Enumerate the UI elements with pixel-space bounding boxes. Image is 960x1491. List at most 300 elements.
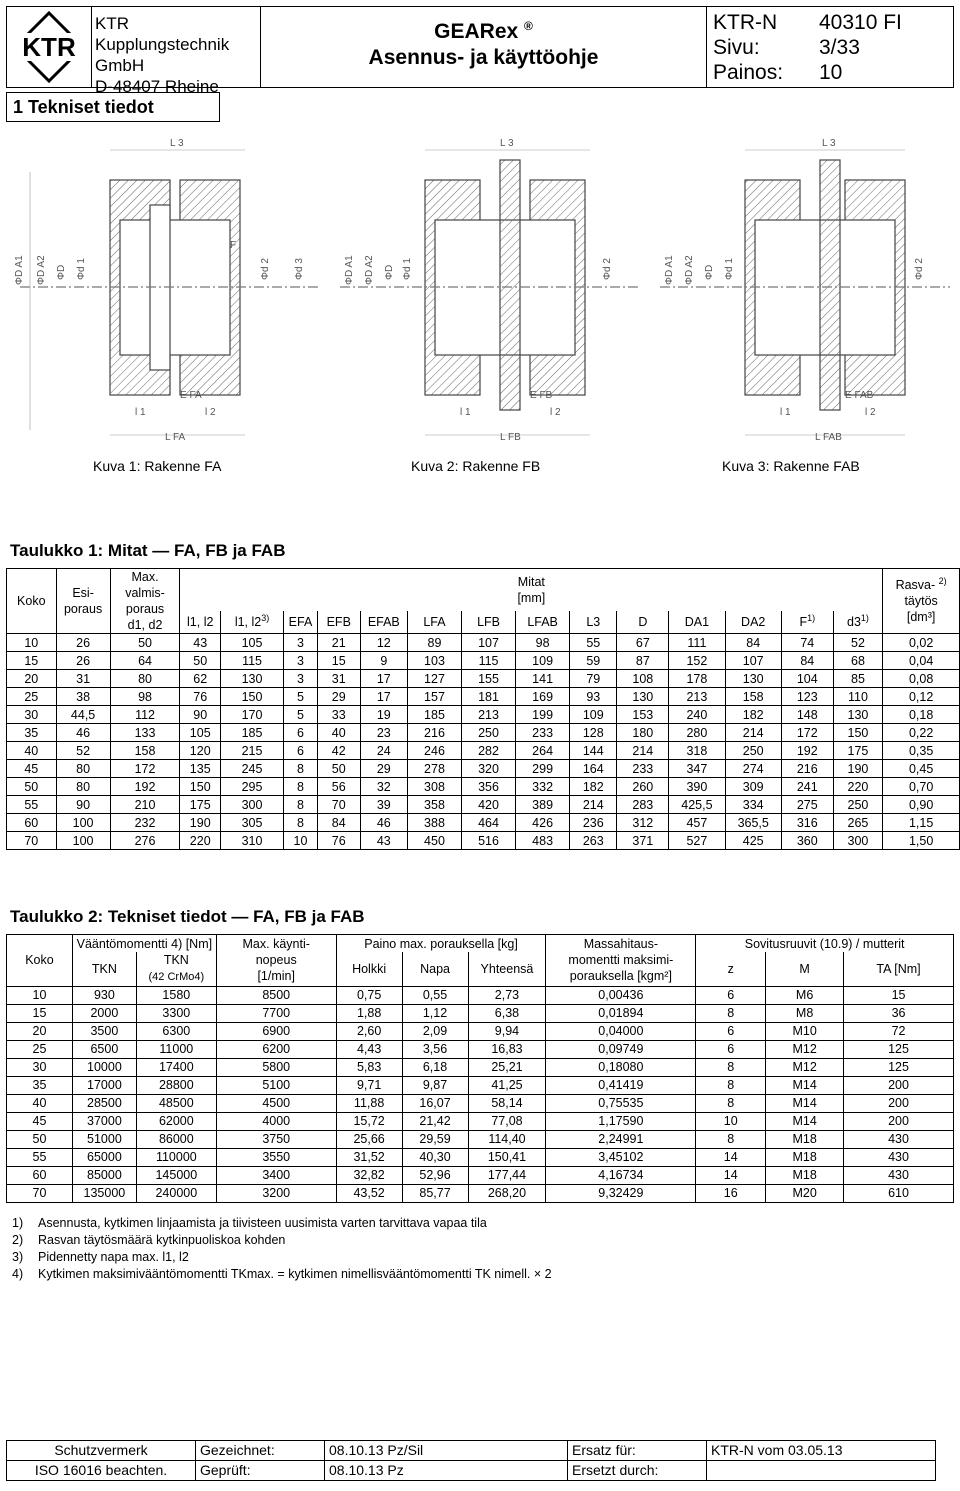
label-l2: l 2 <box>205 407 216 418</box>
table-cell: 180 <box>617 724 669 742</box>
company-address <box>91 7 261 96</box>
table-cell: 16 <box>696 1184 766 1202</box>
label-l3: L 3 <box>822 138 836 149</box>
table-row <box>7 1058 954 1076</box>
label-l2: l 2 <box>550 407 561 418</box>
document-footer <box>6 1440 936 1481</box>
col-header: l1, l2 <box>180 611 221 634</box>
table-cell: 10 <box>7 986 73 1004</box>
table-cell: 10000 <box>72 1058 136 1076</box>
col-header: TKN (42 CrMo4) <box>136 952 216 986</box>
table-cell: 182 <box>725 706 781 724</box>
table-cell: 100 <box>56 814 110 832</box>
label-lfb: L FB <box>500 432 521 443</box>
table-cell: 55 <box>7 1148 73 1166</box>
table-cell: 0,00436 <box>546 986 696 1004</box>
table-cell: 360 <box>781 832 833 850</box>
table-cell: 10 <box>7 634 57 652</box>
table-cell: 152 <box>669 652 725 670</box>
table-cell: 148 <box>781 706 833 724</box>
table-cell: 213 <box>462 706 516 724</box>
table-cell: 60 <box>7 814 57 832</box>
table-cell: 72 <box>844 1022 954 1040</box>
col-header: Holkki <box>336 952 402 986</box>
table-cell: 390 <box>669 778 725 796</box>
table-cell: 220 <box>833 778 883 796</box>
table-cell: 276 <box>110 832 180 850</box>
table-cell: 0,18 <box>883 706 960 724</box>
footnote: 4) Kytkimen maksimivääntömomentti TKmax. = kytkimen nimellisvääntömomentti TK nimell. × 2 <box>12 1267 552 1281</box>
col-header: EFA <box>284 611 318 634</box>
table-cell: 177,44 <box>468 1166 546 1184</box>
table-cell: 220 <box>180 832 221 850</box>
table-cell: 105 <box>221 634 284 652</box>
table-cell: 100 <box>56 832 110 850</box>
table-cell: 150 <box>180 778 221 796</box>
table-cell: 14 <box>696 1148 766 1166</box>
table-cell: 45 <box>7 1112 73 1130</box>
col-header: Massahitaus- momentti maksimi- porauksella [kgm²] <box>546 935 696 987</box>
table-cell: 0,09749 <box>546 1040 696 1058</box>
table-cell: 175 <box>833 742 883 760</box>
table-cell: 11,88 <box>336 1094 402 1112</box>
table-cell: 214 <box>725 724 781 742</box>
table-cell: 3 <box>284 670 318 688</box>
table-cell: 150 <box>833 724 883 742</box>
label-d1: Φd 1 <box>76 258 87 280</box>
table-cell: 347 <box>669 760 725 778</box>
table-row <box>7 706 960 724</box>
table-cell: 50 <box>7 1130 73 1148</box>
table-cell: 464 <box>462 814 516 832</box>
table-cell: 23 <box>360 724 407 742</box>
table-cell: 2,60 <box>336 1022 402 1040</box>
table-cell: 10 <box>696 1112 766 1130</box>
table-cell: 25 <box>7 1040 73 1058</box>
table-cell: 0,75535 <box>546 1094 696 1112</box>
table-cell: 0,08 <box>883 670 960 688</box>
table-cell: 282 <box>462 742 516 760</box>
table-cell: 300 <box>221 796 284 814</box>
label-l1: l 1 <box>460 407 471 418</box>
table-cell: 35 <box>7 724 57 742</box>
table-cell: 200 <box>844 1112 954 1130</box>
table-cell: 1,17590 <box>546 1112 696 1130</box>
table-cell: 32,82 <box>336 1166 402 1184</box>
table-cell: 6500 <box>72 1040 136 1058</box>
table-cell: 1,88 <box>336 1004 402 1022</box>
table-cell: 60 <box>7 1166 73 1184</box>
ktr-logo <box>7 7 92 87</box>
table-cell: 114,40 <box>468 1130 546 1148</box>
table-cell: 4500 <box>216 1094 336 1112</box>
table-cell: 371 <box>617 832 669 850</box>
table-cell: 3500 <box>72 1022 136 1040</box>
table-cell: 527 <box>669 832 725 850</box>
table-cell: 250 <box>833 796 883 814</box>
table-cell: 264 <box>516 742 570 760</box>
col-header: Napa <box>402 952 468 986</box>
table-cell: 7700 <box>216 1004 336 1022</box>
table-row <box>7 1004 954 1022</box>
product-name: GEARex <box>434 20 519 43</box>
table-cell: M18 <box>766 1166 844 1184</box>
col-header: M <box>766 952 844 986</box>
table-cell: 76 <box>180 688 221 706</box>
table-cell: 425,5 <box>669 796 725 814</box>
table-cell: 17400 <box>136 1058 216 1076</box>
table-cell: 4,43 <box>336 1040 402 1058</box>
dimensions-table <box>6 568 960 850</box>
figure-caption: Kuva 3: Rakenne FAB <box>722 458 860 474</box>
col-header: Esi- poraus <box>56 569 110 634</box>
table-cell: 70 <box>7 832 57 850</box>
table-cell: 46 <box>360 814 407 832</box>
footnotes <box>12 1215 552 1283</box>
table-cell: 483 <box>516 832 570 850</box>
meta-key: Sivu: <box>713 36 760 59</box>
table-cell: 610 <box>844 1184 954 1202</box>
table-cell: 310 <box>221 832 284 850</box>
table-cell: 158 <box>725 688 781 706</box>
table-cell: 50 <box>317 760 360 778</box>
table-cell: 123 <box>781 688 833 706</box>
table-cell: 6300 <box>136 1022 216 1040</box>
table-cell: 26 <box>56 634 110 652</box>
table-cell: 108 <box>617 670 669 688</box>
label-d1: Φd 1 <box>402 258 413 280</box>
label-da1: ΦD A1 <box>664 255 675 285</box>
col-header: LFAB <box>516 611 570 634</box>
table-cell: 158 <box>110 742 180 760</box>
table-row <box>7 688 960 706</box>
label-d2: Φd 2 <box>914 258 925 280</box>
col-header: DA2 <box>725 611 781 634</box>
label-l3: L 3 <box>500 138 514 149</box>
table-cell: 430 <box>844 1148 954 1166</box>
table-cell: 0,04 <box>883 652 960 670</box>
table-cell: 84 <box>725 634 781 652</box>
doc-title-block <box>261 7 707 87</box>
section-title: 1 Tekniset tiedot <box>6 92 220 122</box>
table-cell: 5,83 <box>336 1058 402 1076</box>
table-cell: 268,20 <box>468 1184 546 1202</box>
table-row <box>7 778 960 796</box>
table-cell: 365,5 <box>725 814 781 832</box>
registered-mark: ® <box>524 19 533 33</box>
col-header: TKN <box>72 952 136 986</box>
table-cell: 2,09 <box>402 1022 468 1040</box>
table-cell: M20 <box>766 1184 844 1202</box>
table-cell: 5 <box>284 706 318 724</box>
footer-value: 08.10.13 Pz <box>325 1461 568 1481</box>
table-cell: M8 <box>766 1004 844 1022</box>
table-cell: 0,18080 <box>546 1058 696 1076</box>
table-row <box>7 652 960 670</box>
table-cell: 16,07 <box>402 1094 468 1112</box>
table-cell: 3,45102 <box>546 1148 696 1166</box>
doc-title: Asennus- ja käyttöohje <box>368 46 599 69</box>
table-cell: 31 <box>317 670 360 688</box>
table-cell: 15 <box>7 652 57 670</box>
table-cell: 178 <box>669 670 725 688</box>
svg-text:KTR: KTR <box>22 32 76 62</box>
table-cell: M14 <box>766 1076 844 1094</box>
table-cell: 6200 <box>216 1040 336 1058</box>
table-cell: 356 <box>462 778 516 796</box>
table-cell: 0,70 <box>883 778 960 796</box>
table-cell: 104 <box>781 670 833 688</box>
table-cell: 320 <box>462 760 516 778</box>
coupling-drawings <box>0 130 960 450</box>
table-cell: 185 <box>221 724 284 742</box>
table-cell: 283 <box>617 796 669 814</box>
table-cell: 59 <box>570 652 617 670</box>
label-d2: Φd 2 <box>260 258 271 280</box>
table-cell: 51000 <box>72 1130 136 1148</box>
table-cell: 50 <box>180 652 221 670</box>
table-cell: 16,83 <box>468 1040 546 1058</box>
table-row <box>7 1022 954 1040</box>
table-cell: 9,87 <box>402 1076 468 1094</box>
table-cell: 213 <box>669 688 725 706</box>
table-cell: 42 <box>317 742 360 760</box>
col-header: Rasva- $^{2)}$ täytös [dm³] <box>883 569 960 634</box>
table-cell: 17000 <box>72 1076 136 1094</box>
table-cell: 8 <box>284 814 318 832</box>
table-cell: 240 <box>669 706 725 724</box>
table-cell: 182 <box>570 778 617 796</box>
table-cell: 0,22 <box>883 724 960 742</box>
table-cell: 190 <box>180 814 221 832</box>
table-cell: 309 <box>725 778 781 796</box>
doc-meta <box>707 7 955 87</box>
table-cell: 0,04000 <box>546 1022 696 1040</box>
table-cell: 8 <box>696 1094 766 1112</box>
table-cell: 5 <box>284 688 318 706</box>
company-name: KTR Kupplungstechnik <box>95 14 230 54</box>
table-cell: 8 <box>284 760 318 778</box>
table-cell: 300 <box>833 832 883 850</box>
table-cell: 20 <box>7 670 57 688</box>
table-cell: 150 <box>221 688 284 706</box>
footer-value: 08.10.13 Pz/Sil <box>325 1441 568 1461</box>
table-cell: 56 <box>317 778 360 796</box>
table-cell: M18 <box>766 1148 844 1166</box>
table-cell: 316 <box>781 814 833 832</box>
table-cell: 280 <box>669 724 725 742</box>
table-cell: 29 <box>360 760 407 778</box>
col-header: EFAB <box>360 611 407 634</box>
label-l2: l 2 <box>865 407 876 418</box>
label-da2: ΦD A2 <box>364 255 375 285</box>
table-cell: 6,38 <box>468 1004 546 1022</box>
col-header: TA [Nm] <box>844 952 954 986</box>
table-cell: 11000 <box>136 1040 216 1058</box>
table-cell: 43 <box>360 832 407 850</box>
table-cell: 29,59 <box>402 1130 468 1148</box>
label-l1: l 1 <box>780 407 791 418</box>
table-cell: 9,32429 <box>546 1184 696 1202</box>
table-cell: 85000 <box>72 1166 136 1184</box>
table-cell: 38 <box>56 688 110 706</box>
table-cell: 430 <box>844 1166 954 1184</box>
table-cell: 1,50 <box>883 832 960 850</box>
table-cell: 64 <box>110 652 180 670</box>
table-cell: M12 <box>766 1058 844 1076</box>
table-cell: 0,02 <box>883 634 960 652</box>
table-cell: 115 <box>221 652 284 670</box>
table-cell: 39 <box>360 796 407 814</box>
table-cell: 6 <box>284 724 318 742</box>
table-cell: 15,72 <box>336 1112 402 1130</box>
table-cell: 43 <box>180 634 221 652</box>
table-cell: 62000 <box>136 1112 216 1130</box>
table-cell: 2,24991 <box>546 1130 696 1148</box>
table-cell: 2000 <box>72 1004 136 1022</box>
table-cell: 2,73 <box>468 986 546 1004</box>
table-cell: 0,90 <box>883 796 960 814</box>
table-row <box>7 634 960 652</box>
table-cell: 318 <box>669 742 725 760</box>
table-cell: 127 <box>407 670 461 688</box>
table-cell: 388 <box>407 814 461 832</box>
table-cell: 8 <box>696 1058 766 1076</box>
table-cell: 6 <box>696 986 766 1004</box>
table-cell: 3 <box>284 652 318 670</box>
table-cell: 240000 <box>136 1184 216 1202</box>
table-cell: 33 <box>317 706 360 724</box>
table-cell: 265 <box>833 814 883 832</box>
table-cell: 175 <box>180 796 221 814</box>
table-cell: 0,01894 <box>546 1004 696 1022</box>
table-cell: 3 <box>284 634 318 652</box>
table-cell: 43,52 <box>336 1184 402 1202</box>
table-cell: 112 <box>110 706 180 724</box>
table-cell: 181 <box>462 688 516 706</box>
table-row <box>7 1184 954 1202</box>
label-d: ΦD <box>384 264 395 280</box>
table-cell: 14 <box>696 1166 766 1184</box>
table-cell: 55 <box>570 634 617 652</box>
col-header: DA1 <box>669 611 725 634</box>
table-cell: 125 <box>844 1040 954 1058</box>
table-cell: M10 <box>766 1022 844 1040</box>
table-cell: 103 <box>407 652 461 670</box>
table-cell: 32 <box>360 778 407 796</box>
table-cell: 44,5 <box>56 706 110 724</box>
table-cell: 144 <box>570 742 617 760</box>
table-row <box>7 1130 954 1148</box>
table-cell: 450 <box>407 832 461 850</box>
table-cell: 86000 <box>136 1130 216 1148</box>
table-cell: 420 <box>462 796 516 814</box>
col-header: L3 <box>570 611 617 634</box>
col-header: Sovitusruuvit (10.9) / mutterit <box>696 935 954 953</box>
table-cell: 210 <box>110 796 180 814</box>
table-cell: 0,75 <box>336 986 402 1004</box>
footnote: 1) Asennusta, kytkimen linjaamista ja tiivisteen uusimista varten tarvittava vapaa tila <box>12 1216 487 1230</box>
label-efb: E FB <box>530 390 553 401</box>
col-header: $F^{1)}$ <box>781 611 833 634</box>
table-cell: 274 <box>725 760 781 778</box>
col-header: Koko <box>7 935 73 987</box>
table-cell: 55 <box>7 796 57 814</box>
table-cell: 236 <box>570 814 617 832</box>
table-cell: 58,14 <box>468 1094 546 1112</box>
table-cell: 232 <box>110 814 180 832</box>
table-cell: 25 <box>7 688 57 706</box>
label-f: F <box>230 240 237 251</box>
table-cell: 246 <box>407 742 461 760</box>
footer-schutz: Schutzvermerk <box>7 1441 196 1461</box>
table-cell: 930 <box>72 986 136 1004</box>
label-da2: ΦD A2 <box>36 255 47 285</box>
table-cell: 67 <box>617 634 669 652</box>
label-efa: E FA <box>180 390 202 401</box>
table-cell: 425 <box>725 832 781 850</box>
table-cell: 9 <box>360 652 407 670</box>
table-cell: 6 <box>284 742 318 760</box>
table-cell: 8 <box>284 796 318 814</box>
table-cell: 79 <box>570 670 617 688</box>
table-cell: 130 <box>221 670 284 688</box>
meta-key: KTR-N <box>713 11 778 34</box>
table-cell: 105 <box>180 724 221 742</box>
col-header: D <box>617 611 669 634</box>
table-cell: 24 <box>360 742 407 760</box>
table-cell: 115 <box>462 652 516 670</box>
table-cell: 10 <box>284 832 318 850</box>
figure-caption: Kuva 2: Rakenne FB <box>411 458 541 474</box>
table-cell: 332 <box>516 778 570 796</box>
table-cell: 1,15 <box>883 814 960 832</box>
label-da1: ΦD A1 <box>344 255 355 285</box>
table-cell: 0,12 <box>883 688 960 706</box>
table-cell: 30 <box>7 1058 73 1076</box>
col-header: Vääntömomentti 4) [Nm] <box>72 935 216 953</box>
footer-value: KTR-N vom 03.05.13 <box>707 1441 936 1461</box>
table-cell: M14 <box>766 1094 844 1112</box>
col-header: Paino max. porauksella [kg] <box>336 935 546 953</box>
table-cell: 17 <box>360 688 407 706</box>
table-cell: 9,94 <box>468 1022 546 1040</box>
table-row <box>7 986 954 1004</box>
table-cell: 85,77 <box>402 1184 468 1202</box>
table-cell: 76 <box>317 832 360 850</box>
meta-key: Painos: <box>713 61 784 84</box>
table-cell: 130 <box>617 688 669 706</box>
table-cell: 308 <box>407 778 461 796</box>
table-cell: 90 <box>180 706 221 724</box>
table-cell: 185 <box>407 706 461 724</box>
footnote: 3) Pidennetty napa max. l1, l2 <box>12 1250 189 1264</box>
table1-title: Taulukko 1: Mitat — FA, FB ja FAB <box>10 541 286 560</box>
table-cell: 426 <box>516 814 570 832</box>
table-row <box>7 796 960 814</box>
label-d1: Φd 1 <box>724 258 735 280</box>
table-cell: 299 <box>516 760 570 778</box>
table-cell: 3300 <box>136 1004 216 1022</box>
table-cell: 295 <box>221 778 284 796</box>
table-cell: 334 <box>725 796 781 814</box>
footer-iso: ISO 16016 beachten. <box>7 1461 196 1481</box>
table-cell: 215 <box>221 742 284 760</box>
table-cell: 0,35 <box>883 742 960 760</box>
col-header: Max. valmis- poraus d1, d2 <box>110 569 180 634</box>
table-cell: 3200 <box>216 1184 336 1202</box>
table-cell: 457 <box>669 814 725 832</box>
